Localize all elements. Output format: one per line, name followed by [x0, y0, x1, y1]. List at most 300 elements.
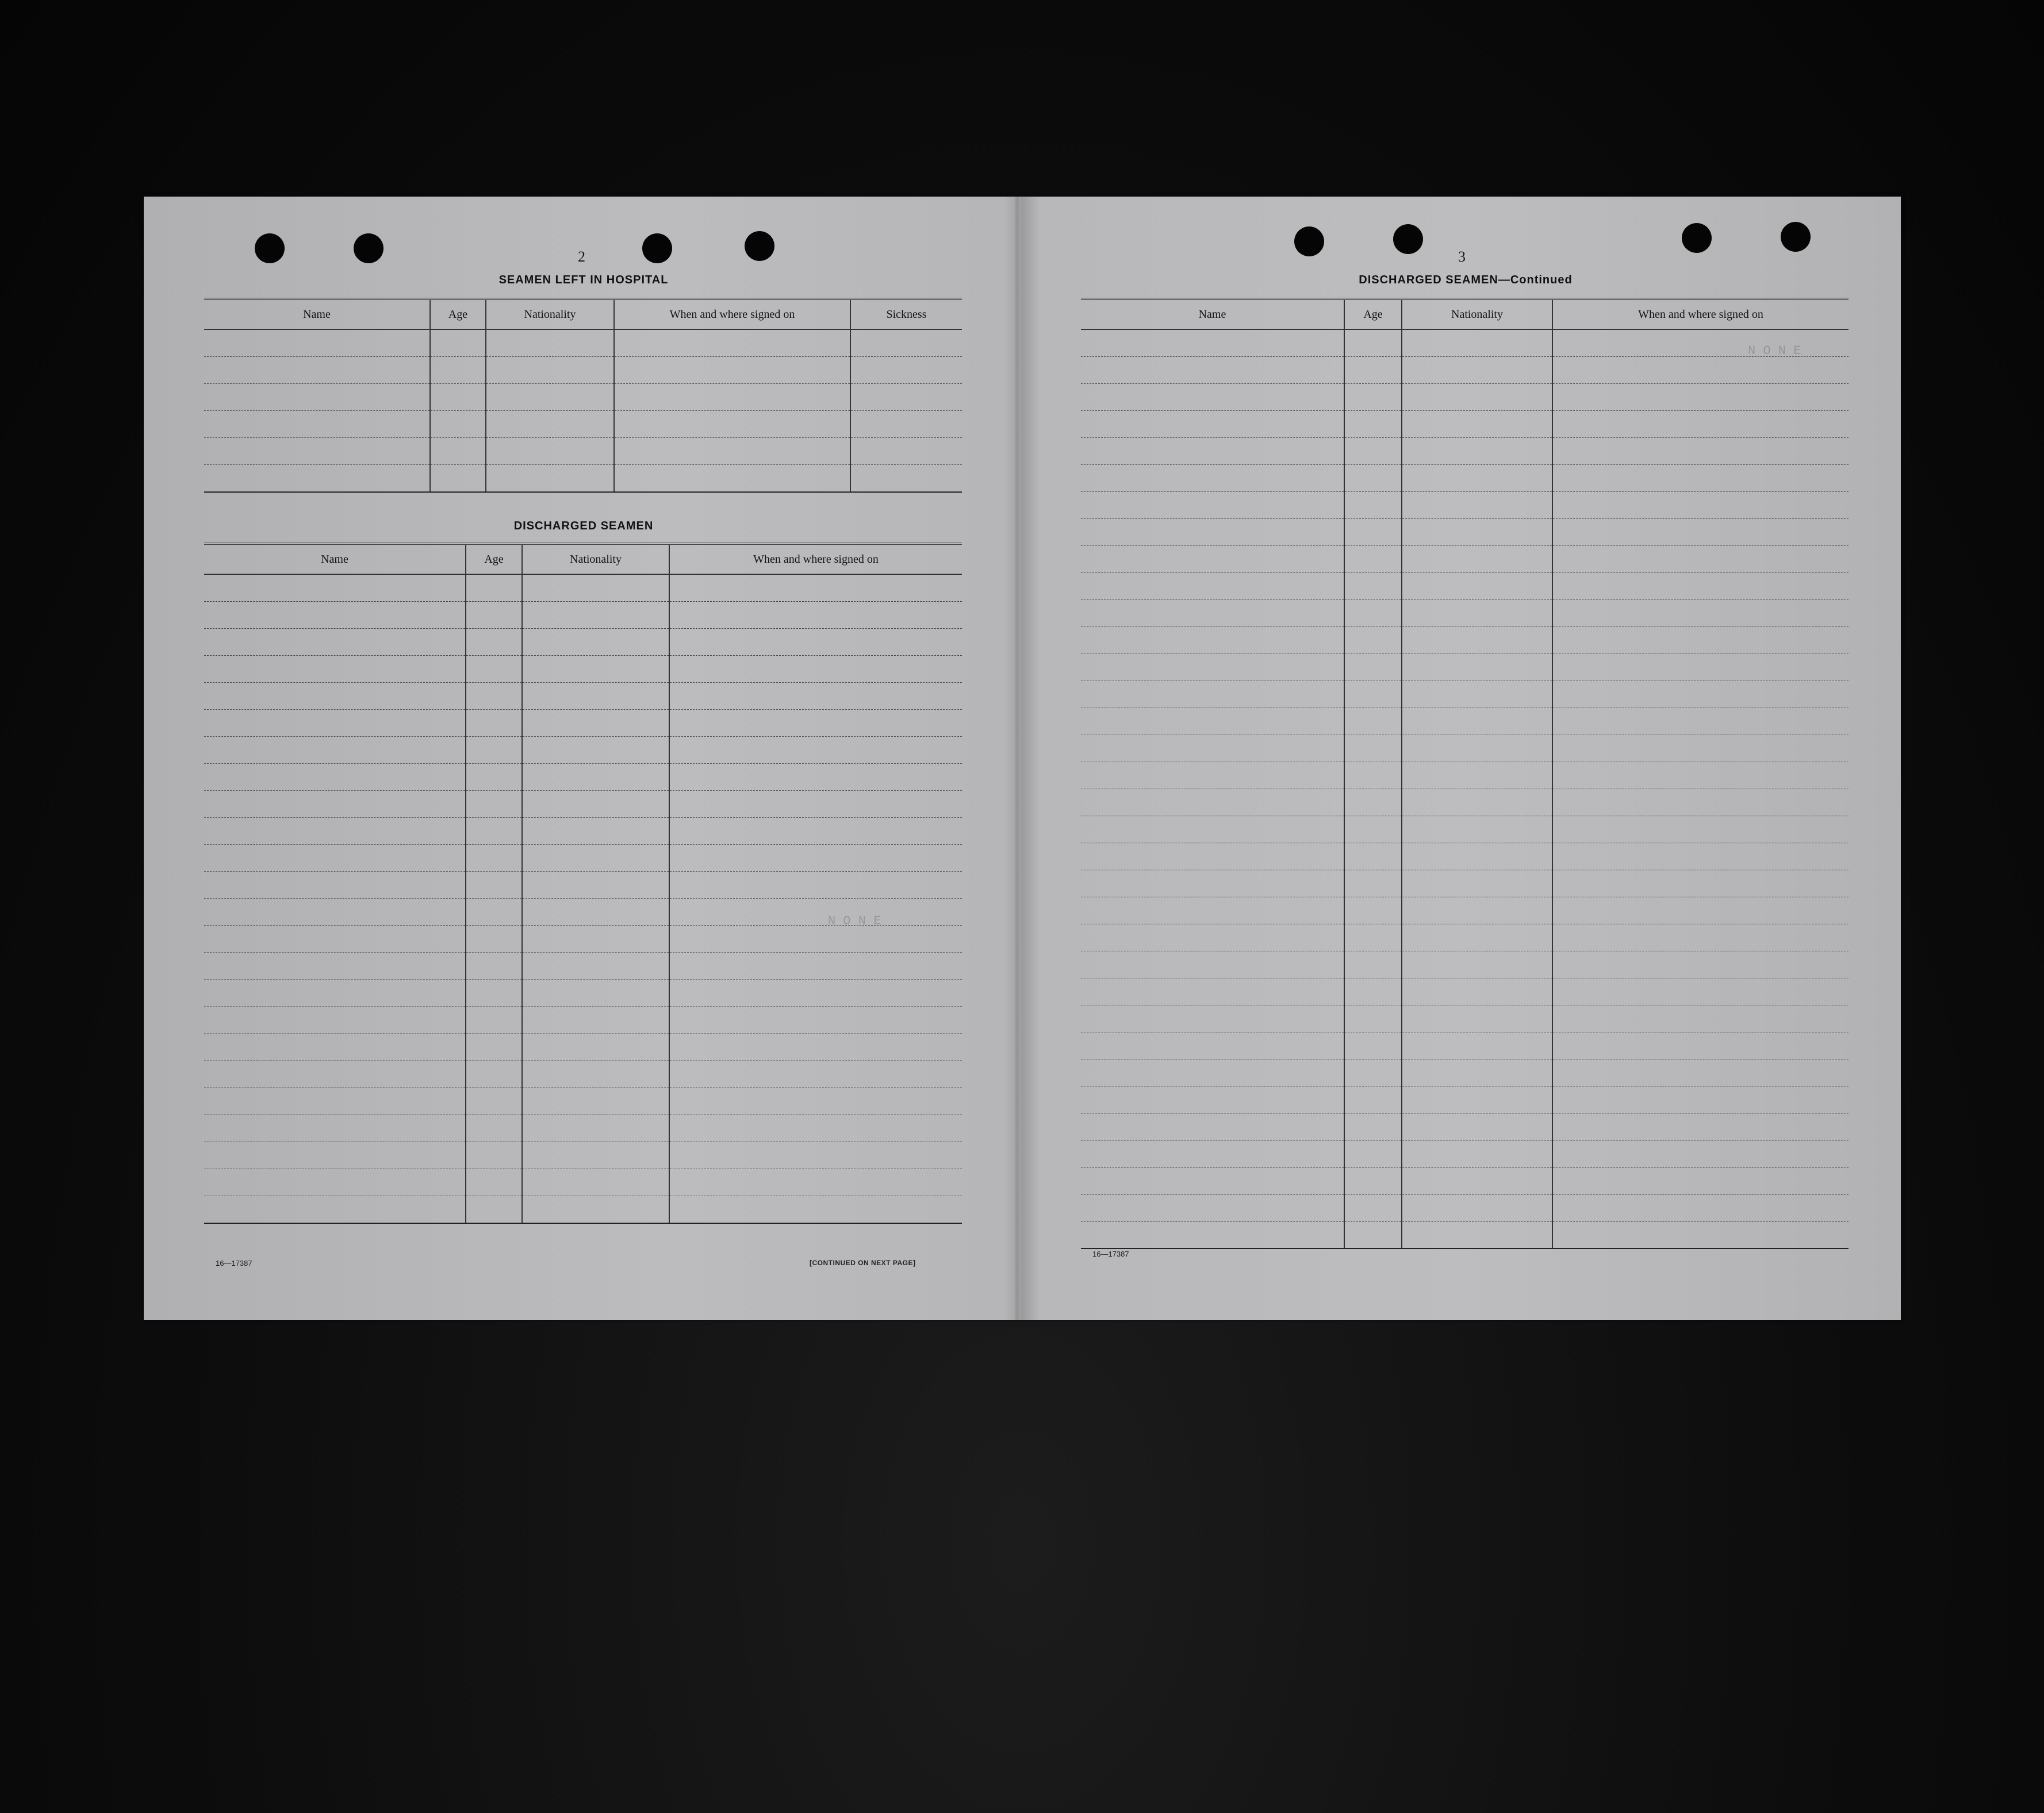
table-row — [204, 465, 962, 493]
table-cell — [1552, 843, 1849, 870]
discharged-table-body — [204, 574, 962, 1223]
table-cell — [850, 384, 962, 411]
table-cell — [1344, 708, 1402, 735]
table-cell — [204, 357, 430, 384]
table-cell — [522, 926, 669, 953]
table-row — [204, 710, 962, 737]
table-cell — [669, 683, 962, 710]
column-header-name: Name — [204, 299, 430, 329]
table-cell — [204, 818, 466, 845]
table-cell — [1344, 600, 1402, 627]
table-cell — [1552, 384, 1849, 411]
table-cell — [1402, 357, 1552, 384]
table-cell — [669, 926, 962, 953]
table-row — [1081, 1194, 1849, 1222]
punch-hole — [1781, 222, 1811, 252]
table-cell — [1344, 438, 1402, 465]
table-row — [1081, 1167, 1849, 1194]
table-cell — [1552, 627, 1849, 654]
table-cell — [669, 629, 962, 656]
table-cell — [1402, 1140, 1552, 1167]
table-cell — [1081, 870, 1344, 897]
table-cell — [1552, 600, 1849, 627]
table-row — [1081, 384, 1849, 411]
table-cell — [1081, 519, 1344, 546]
table-row — [204, 411, 962, 438]
table-cell — [1552, 897, 1849, 924]
table-row — [1081, 1113, 1849, 1140]
page-number: 2 — [578, 248, 585, 265]
table-cell — [204, 411, 430, 438]
table-cell — [1552, 492, 1849, 519]
table-row — [204, 629, 962, 656]
table-cell — [1552, 1059, 1849, 1086]
table-cell — [1344, 924, 1402, 951]
table-cell — [1402, 951, 1552, 978]
table-cell — [486, 438, 614, 465]
table-cell — [669, 1034, 962, 1061]
table-cell — [522, 602, 669, 629]
table-cell — [466, 872, 522, 899]
table-cell — [1344, 1086, 1402, 1113]
table-cell — [614, 465, 850, 493]
table-cell — [1081, 681, 1344, 708]
table-cell — [1552, 1140, 1849, 1167]
table-cell — [522, 1007, 669, 1034]
table-cell — [1081, 465, 1344, 492]
table-row — [1081, 708, 1849, 735]
table-cell — [522, 980, 669, 1007]
table-cell — [466, 737, 522, 764]
table-row — [204, 438, 962, 465]
table-cell — [522, 1142, 669, 1169]
table-cell — [430, 465, 486, 493]
table-cell — [522, 656, 669, 683]
table-cell — [1081, 924, 1344, 951]
table-cell — [1081, 978, 1344, 1005]
table-cell — [466, 791, 522, 818]
table-cell — [466, 899, 522, 926]
table-row — [204, 737, 962, 764]
table-cell — [204, 926, 466, 953]
table-cell — [204, 1088, 466, 1115]
table-cell — [1552, 951, 1849, 978]
table-row — [204, 1007, 962, 1034]
table-cell — [850, 329, 962, 357]
table-row — [1081, 600, 1849, 627]
table-cell — [466, 629, 522, 656]
column-header-age: Age — [430, 299, 486, 329]
table-cell — [1552, 735, 1849, 762]
table-cell — [466, 1142, 522, 1169]
table-cell — [466, 1061, 522, 1088]
table-cell — [1552, 465, 1849, 492]
table-cell — [522, 818, 669, 845]
table-row — [204, 980, 962, 1007]
table-cell — [1402, 897, 1552, 924]
table-cell — [669, 1061, 962, 1088]
table-cell — [1081, 654, 1344, 681]
table-cell — [204, 438, 430, 465]
table-cell — [1552, 411, 1849, 438]
table-cell — [1081, 573, 1344, 600]
table-cell — [1552, 654, 1849, 681]
table-cell — [1344, 681, 1402, 708]
table-cell — [204, 1034, 466, 1061]
table-row — [1081, 519, 1849, 546]
table-cell — [1344, 1032, 1402, 1059]
table-row — [1081, 546, 1849, 573]
table-cell — [669, 1142, 962, 1169]
table-cell — [204, 845, 466, 872]
table-cell — [669, 764, 962, 791]
column-header-signed-on: When and where signed on — [614, 299, 850, 329]
table-cell — [1081, 897, 1344, 924]
discharged-continued-table — [1081, 298, 1849, 1249]
table-cell — [1344, 951, 1402, 978]
table-cell — [1081, 1113, 1344, 1140]
table-cell — [1402, 1086, 1552, 1113]
table-cell — [1344, 329, 1402, 357]
table-cell — [1344, 1167, 1402, 1194]
table-cell — [1552, 870, 1849, 897]
table-cell — [522, 629, 669, 656]
punch-hole — [255, 233, 285, 263]
table-cell — [1081, 1086, 1344, 1113]
table-cell — [1081, 1222, 1344, 1249]
table-cell — [1344, 978, 1402, 1005]
table-row — [1081, 1059, 1849, 1086]
column-header-name: Name — [204, 544, 466, 574]
punch-hole — [1682, 223, 1712, 253]
discharged-continued-section-title: DISCHARGED SEAMEN—Continued — [1359, 274, 1573, 286]
table-cell — [1402, 465, 1552, 492]
table-cell — [1552, 1167, 1849, 1194]
table-cell — [1402, 1059, 1552, 1086]
table-cell — [204, 1115, 466, 1142]
table-cell — [1552, 708, 1849, 735]
table-cell — [204, 574, 466, 602]
table-cell — [1081, 789, 1344, 816]
table-cell — [669, 818, 962, 845]
table-cell — [1402, 654, 1552, 681]
table-cell — [614, 357, 850, 384]
table-cell — [1344, 1222, 1402, 1249]
table-row — [1081, 465, 1849, 492]
table-cell — [522, 683, 669, 710]
table-cell — [466, 764, 522, 791]
table-row — [204, 329, 962, 357]
table-row — [204, 357, 962, 384]
table-cell — [1344, 1005, 1402, 1032]
table-cell — [204, 899, 466, 926]
table-cell — [1402, 1005, 1552, 1032]
table-cell — [1402, 1113, 1552, 1140]
table-cell — [466, 602, 522, 629]
table-cell — [1402, 978, 1552, 1005]
table-row — [1081, 816, 1849, 843]
table-cell — [430, 357, 486, 384]
table-cell — [1081, 627, 1344, 654]
table-cell — [669, 1007, 962, 1034]
table-row — [204, 602, 962, 629]
table-cell — [614, 329, 850, 357]
table-row — [1081, 789, 1849, 816]
table-row — [1081, 654, 1849, 681]
bleed-through-mark: N O N E — [828, 914, 881, 928]
table-cell — [1552, 546, 1849, 573]
table-row — [1081, 1005, 1849, 1032]
table-cell — [850, 438, 962, 465]
table-cell — [1402, 546, 1552, 573]
table-cell — [1081, 600, 1344, 627]
bleed-through-mark: N O N E — [1748, 344, 1801, 358]
table-cell — [1402, 681, 1552, 708]
table-cell — [1402, 762, 1552, 789]
table-cell — [1344, 519, 1402, 546]
table-row — [1081, 924, 1849, 951]
discharged-table — [204, 543, 962, 1224]
table-cell — [1344, 1194, 1402, 1222]
table-cell — [1344, 762, 1402, 789]
punch-hole — [642, 233, 672, 263]
table-cell — [204, 683, 466, 710]
table-cell — [1081, 329, 1344, 357]
table-cell — [669, 1088, 962, 1115]
table-row — [204, 574, 962, 602]
table-cell — [204, 629, 466, 656]
table-cell — [1552, 1032, 1849, 1059]
table-cell — [1081, 411, 1344, 438]
table-cell — [669, 980, 962, 1007]
table-cell — [1081, 1005, 1344, 1032]
table-cell — [204, 1142, 466, 1169]
table-cell — [614, 384, 850, 411]
table-cell — [522, 791, 669, 818]
table-cell — [204, 1169, 466, 1196]
table-cell — [614, 411, 850, 438]
table-row — [204, 818, 962, 845]
table-cell — [850, 411, 962, 438]
table-cell — [466, 710, 522, 737]
table-cell — [669, 953, 962, 980]
table-cell — [466, 926, 522, 953]
column-header-age: Age — [466, 544, 522, 574]
table-cell — [1081, 708, 1344, 735]
table-row — [204, 845, 962, 872]
column-header-signed-on: When and where signed on — [1552, 299, 1849, 329]
table-cell — [466, 980, 522, 1007]
table-cell — [1552, 1086, 1849, 1113]
table-cell — [204, 872, 466, 899]
punch-hole — [745, 231, 774, 261]
table-cell — [1402, 438, 1552, 465]
table-row — [204, 899, 962, 926]
table-cell — [204, 953, 466, 980]
table-cell — [522, 845, 669, 872]
center-fold — [1015, 197, 1019, 1320]
table-row — [204, 683, 962, 710]
table-cell — [1402, 1194, 1552, 1222]
table-cell — [1344, 1113, 1402, 1140]
table-cell — [522, 710, 669, 737]
table-cell — [486, 329, 614, 357]
table-cell — [1344, 573, 1402, 600]
column-header-nationality: Nationality — [486, 299, 614, 329]
table-cell — [1402, 627, 1552, 654]
table-cell — [1552, 978, 1849, 1005]
column-header-nationality: Nationality — [522, 544, 669, 574]
table-cell — [1402, 1032, 1552, 1059]
table-cell — [1402, 843, 1552, 870]
table-cell — [204, 737, 466, 764]
table-cell — [466, 1088, 522, 1115]
table-cell — [204, 764, 466, 791]
table-cell — [1081, 951, 1344, 978]
table-cell — [1081, 546, 1344, 573]
table-cell — [1402, 1222, 1552, 1249]
table-cell — [1402, 708, 1552, 735]
table-cell — [1552, 1005, 1849, 1032]
column-header-name: Name — [1081, 299, 1344, 329]
table-cell — [669, 1115, 962, 1142]
table-row — [204, 1196, 962, 1224]
table-row — [1081, 438, 1849, 465]
table-cell — [466, 1169, 522, 1196]
table-row — [204, 384, 962, 411]
table-row — [204, 872, 962, 899]
table-cell — [1552, 1113, 1849, 1140]
table-cell — [204, 1196, 466, 1224]
table-cell — [466, 683, 522, 710]
table-cell — [204, 710, 466, 737]
table-row — [1081, 762, 1849, 789]
table-cell — [669, 899, 962, 926]
table-row — [204, 1088, 962, 1115]
table-cell — [1402, 924, 1552, 951]
table-row — [204, 1034, 962, 1061]
table-cell — [1344, 1059, 1402, 1086]
table-cell — [204, 791, 466, 818]
table-cell — [522, 1061, 669, 1088]
table-cell — [1552, 357, 1849, 384]
table-cell — [1344, 465, 1402, 492]
table-cell — [430, 329, 486, 357]
discharged-continued-table-body — [1081, 329, 1849, 1249]
table-row — [1081, 1140, 1849, 1167]
table-cell — [1552, 924, 1849, 951]
table-cell — [522, 764, 669, 791]
table-cell — [1344, 492, 1402, 519]
hospital-section-title: SEAMEN LEFT IN HOSPITAL — [498, 274, 669, 286]
table-cell — [1552, 329, 1849, 357]
table-cell — [1344, 546, 1402, 573]
table-cell — [430, 438, 486, 465]
table-row — [204, 764, 962, 791]
punch-hole — [1393, 224, 1423, 254]
column-header-sickness: Sickness — [850, 299, 962, 329]
table-row — [1081, 843, 1849, 870]
table-cell — [466, 1115, 522, 1142]
table-cell — [1081, 384, 1344, 411]
table-cell — [1552, 762, 1849, 789]
table-row — [1081, 681, 1849, 708]
column-header-signed-on: When and where signed on — [669, 544, 962, 574]
table-cell — [669, 845, 962, 872]
table-row — [204, 656, 962, 683]
table-cell — [1081, 492, 1344, 519]
table-row — [204, 1142, 962, 1169]
table-cell — [1344, 627, 1402, 654]
table-cell — [466, 656, 522, 683]
table-cell — [522, 899, 669, 926]
table-row — [204, 791, 962, 818]
table-cell — [669, 656, 962, 683]
table-cell — [1552, 519, 1849, 546]
table-cell — [1402, 573, 1552, 600]
table-cell — [204, 329, 430, 357]
continued-note: [CONTINUED ON NEXT PAGE] — [810, 1259, 916, 1267]
table-row — [1081, 1086, 1849, 1113]
table-row — [204, 1169, 962, 1196]
table-cell — [1081, 762, 1344, 789]
table-cell — [486, 357, 614, 384]
table-cell — [1081, 816, 1344, 843]
table-cell — [1402, 519, 1552, 546]
table-cell — [430, 411, 486, 438]
table-cell — [204, 465, 430, 493]
column-header-age: Age — [1344, 299, 1402, 329]
table-row — [1081, 1222, 1849, 1249]
table-cell — [522, 953, 669, 980]
table-cell — [669, 1169, 962, 1196]
table-cell — [1402, 789, 1552, 816]
table-cell — [1402, 411, 1552, 438]
table-row — [1081, 411, 1849, 438]
table-cell — [1344, 870, 1402, 897]
table-cell — [850, 465, 962, 493]
table-cell — [204, 1007, 466, 1034]
table-cell — [1344, 411, 1402, 438]
table-cell — [1344, 816, 1402, 843]
page-number: 3 — [1458, 248, 1466, 265]
table-cell — [466, 574, 522, 602]
table-row — [1081, 1032, 1849, 1059]
table-row — [1081, 870, 1849, 897]
table-cell — [204, 384, 430, 411]
table-cell — [1402, 870, 1552, 897]
table-cell — [1081, 735, 1344, 762]
table-cell — [204, 602, 466, 629]
table-cell — [669, 574, 962, 602]
table-cell — [1081, 1032, 1344, 1059]
table-row — [1081, 492, 1849, 519]
table-cell — [1344, 789, 1402, 816]
table-cell — [1081, 438, 1344, 465]
column-header-nationality: Nationality — [1402, 299, 1552, 329]
hospital-table-body — [204, 329, 962, 492]
table-cell — [1081, 1194, 1344, 1222]
table-cell — [522, 1169, 669, 1196]
table-cell — [466, 818, 522, 845]
table-cell — [669, 602, 962, 629]
table-cell — [486, 465, 614, 493]
table-cell — [430, 384, 486, 411]
table-row — [1081, 951, 1849, 978]
table-cell — [669, 1196, 962, 1224]
table-row — [1081, 627, 1849, 654]
table-cell — [1402, 1167, 1552, 1194]
